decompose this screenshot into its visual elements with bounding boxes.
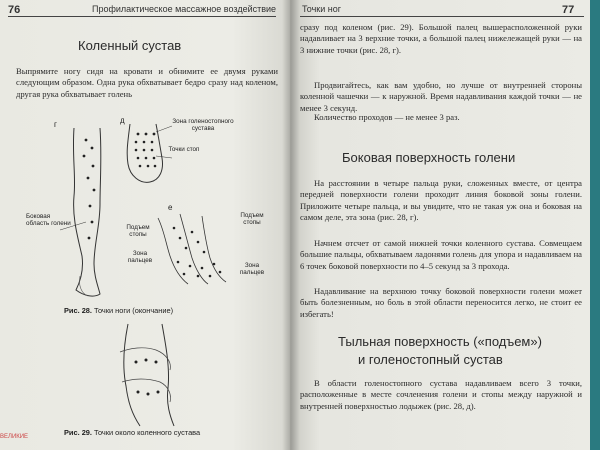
- page-number-left: 76: [8, 4, 21, 16]
- page-number-right: 77: [562, 4, 575, 16]
- section-title-side-shin: Боковая поверхность голени: [342, 150, 516, 165]
- label-instep-1: Подъем стопы: [126, 224, 150, 239]
- leg-points: [83, 139, 96, 240]
- header-rule: [8, 16, 276, 17]
- paragraph-2: Продвигайтесь, как вам удобно, но лучше от внутренней стороны коленной чашечки — к наружной. Время надавливания каждой точки — не менее 3 секунд.: [300, 80, 582, 113]
- paragraph-1: сразу под коленом (рис. 29). Большой палец вышерасположенной руки надавливает на 3 верхние точки, а большой палец нижележащей руки — на 3 нижние точки (рис. 28, г).: [300, 22, 582, 55]
- right-page: [290, 0, 590, 450]
- paragraph-5: Начнем отсчет от самой нижней точки коленного сустава. Совмещаем большие пальцы, обхватываем ладонями голень для упора и надавливаем на 6 точек боковой поверхности по 4–5 секунд за 3 прохода.: [300, 238, 582, 271]
- knee-hands-illustration: [110, 322, 194, 428]
- label-foot-points: Точки стоп: [168, 146, 200, 153]
- caption-text-29: Точки около коленного сустава: [94, 428, 201, 437]
- panel-letter-e: е: [168, 203, 173, 212]
- left-page: [0, 0, 290, 450]
- paragraph-7: В области голеностопного сустава надавливаем всего 3 точки, расположенные в месте сочленения голени и стопы между наружной и внутренней поверхностью лодыжек (рис. 28, д).: [300, 378, 582, 411]
- margin-stamp: ВЕЛИКИЕ: [0, 434, 29, 440]
- caption-figure-29: [64, 428, 200, 437]
- book-gutter: [282, 0, 300, 450]
- label-side-area: Боковая область голени: [26, 213, 71, 228]
- panel-letter-g: г: [54, 120, 57, 129]
- paragraph-4: На расстоянии в четыре пальца руки, сложенных вместе, от центра передней поверхности голени проходит линия боковой зоны голени. Приложите четыре пальца, и вы увидите, что не такая уж она и боковая на самом деле, эта зона (рис. 28, г).: [300, 178, 582, 223]
- label-instep-2: Подъем стопы: [240, 212, 264, 227]
- instep-illustration: [150, 210, 240, 290]
- caption-label-28: Рис. 28.: [64, 306, 92, 315]
- foot-top-illustration: [120, 120, 172, 186]
- running-head-left: Профилактическое массажное воздействие: [92, 4, 277, 14]
- panel-letter-d: д: [120, 116, 125, 125]
- section-title-instep-line1: Тыльная поверхность («подъем»): [338, 334, 542, 349]
- page-edge: [590, 0, 600, 450]
- section-title-knee: Коленный сустав: [78, 38, 182, 53]
- label-toes-zone-2: Зона пальцев: [239, 262, 265, 277]
- foot-points: [135, 133, 157, 168]
- header-rule-right: [300, 16, 584, 17]
- paragraph-3: Количество проходов — не менее 3 раз.: [314, 112, 460, 122]
- label-ankle-zone: Зона голеностопного сустава: [172, 118, 234, 133]
- knee-points: [135, 359, 160, 396]
- section-title-instep-line2: и голеностопный сустав: [358, 352, 503, 367]
- caption-label-29: Рис. 29.: [64, 428, 92, 437]
- running-head-right: Точки ног: [302, 4, 342, 14]
- caption-figure-28: [64, 306, 173, 315]
- paragraph-knee: Выпрямите ногу сидя на кровати и обнимите ее двумя руками следующим образом. Одна рука обхватывает бедро сразу над коленом, другая рука обхватывает голень: [16, 66, 278, 99]
- paragraph-6: Надавливание на верхнюю точку боковой поверхности голени может быть болезненным, но боль в этой области переносится легко, не стоит ее избегать!: [300, 286, 582, 319]
- label-toes-zone-1: Зона пальцев: [127, 250, 153, 265]
- caption-text-28: Точки ноги (окончание): [94, 306, 174, 315]
